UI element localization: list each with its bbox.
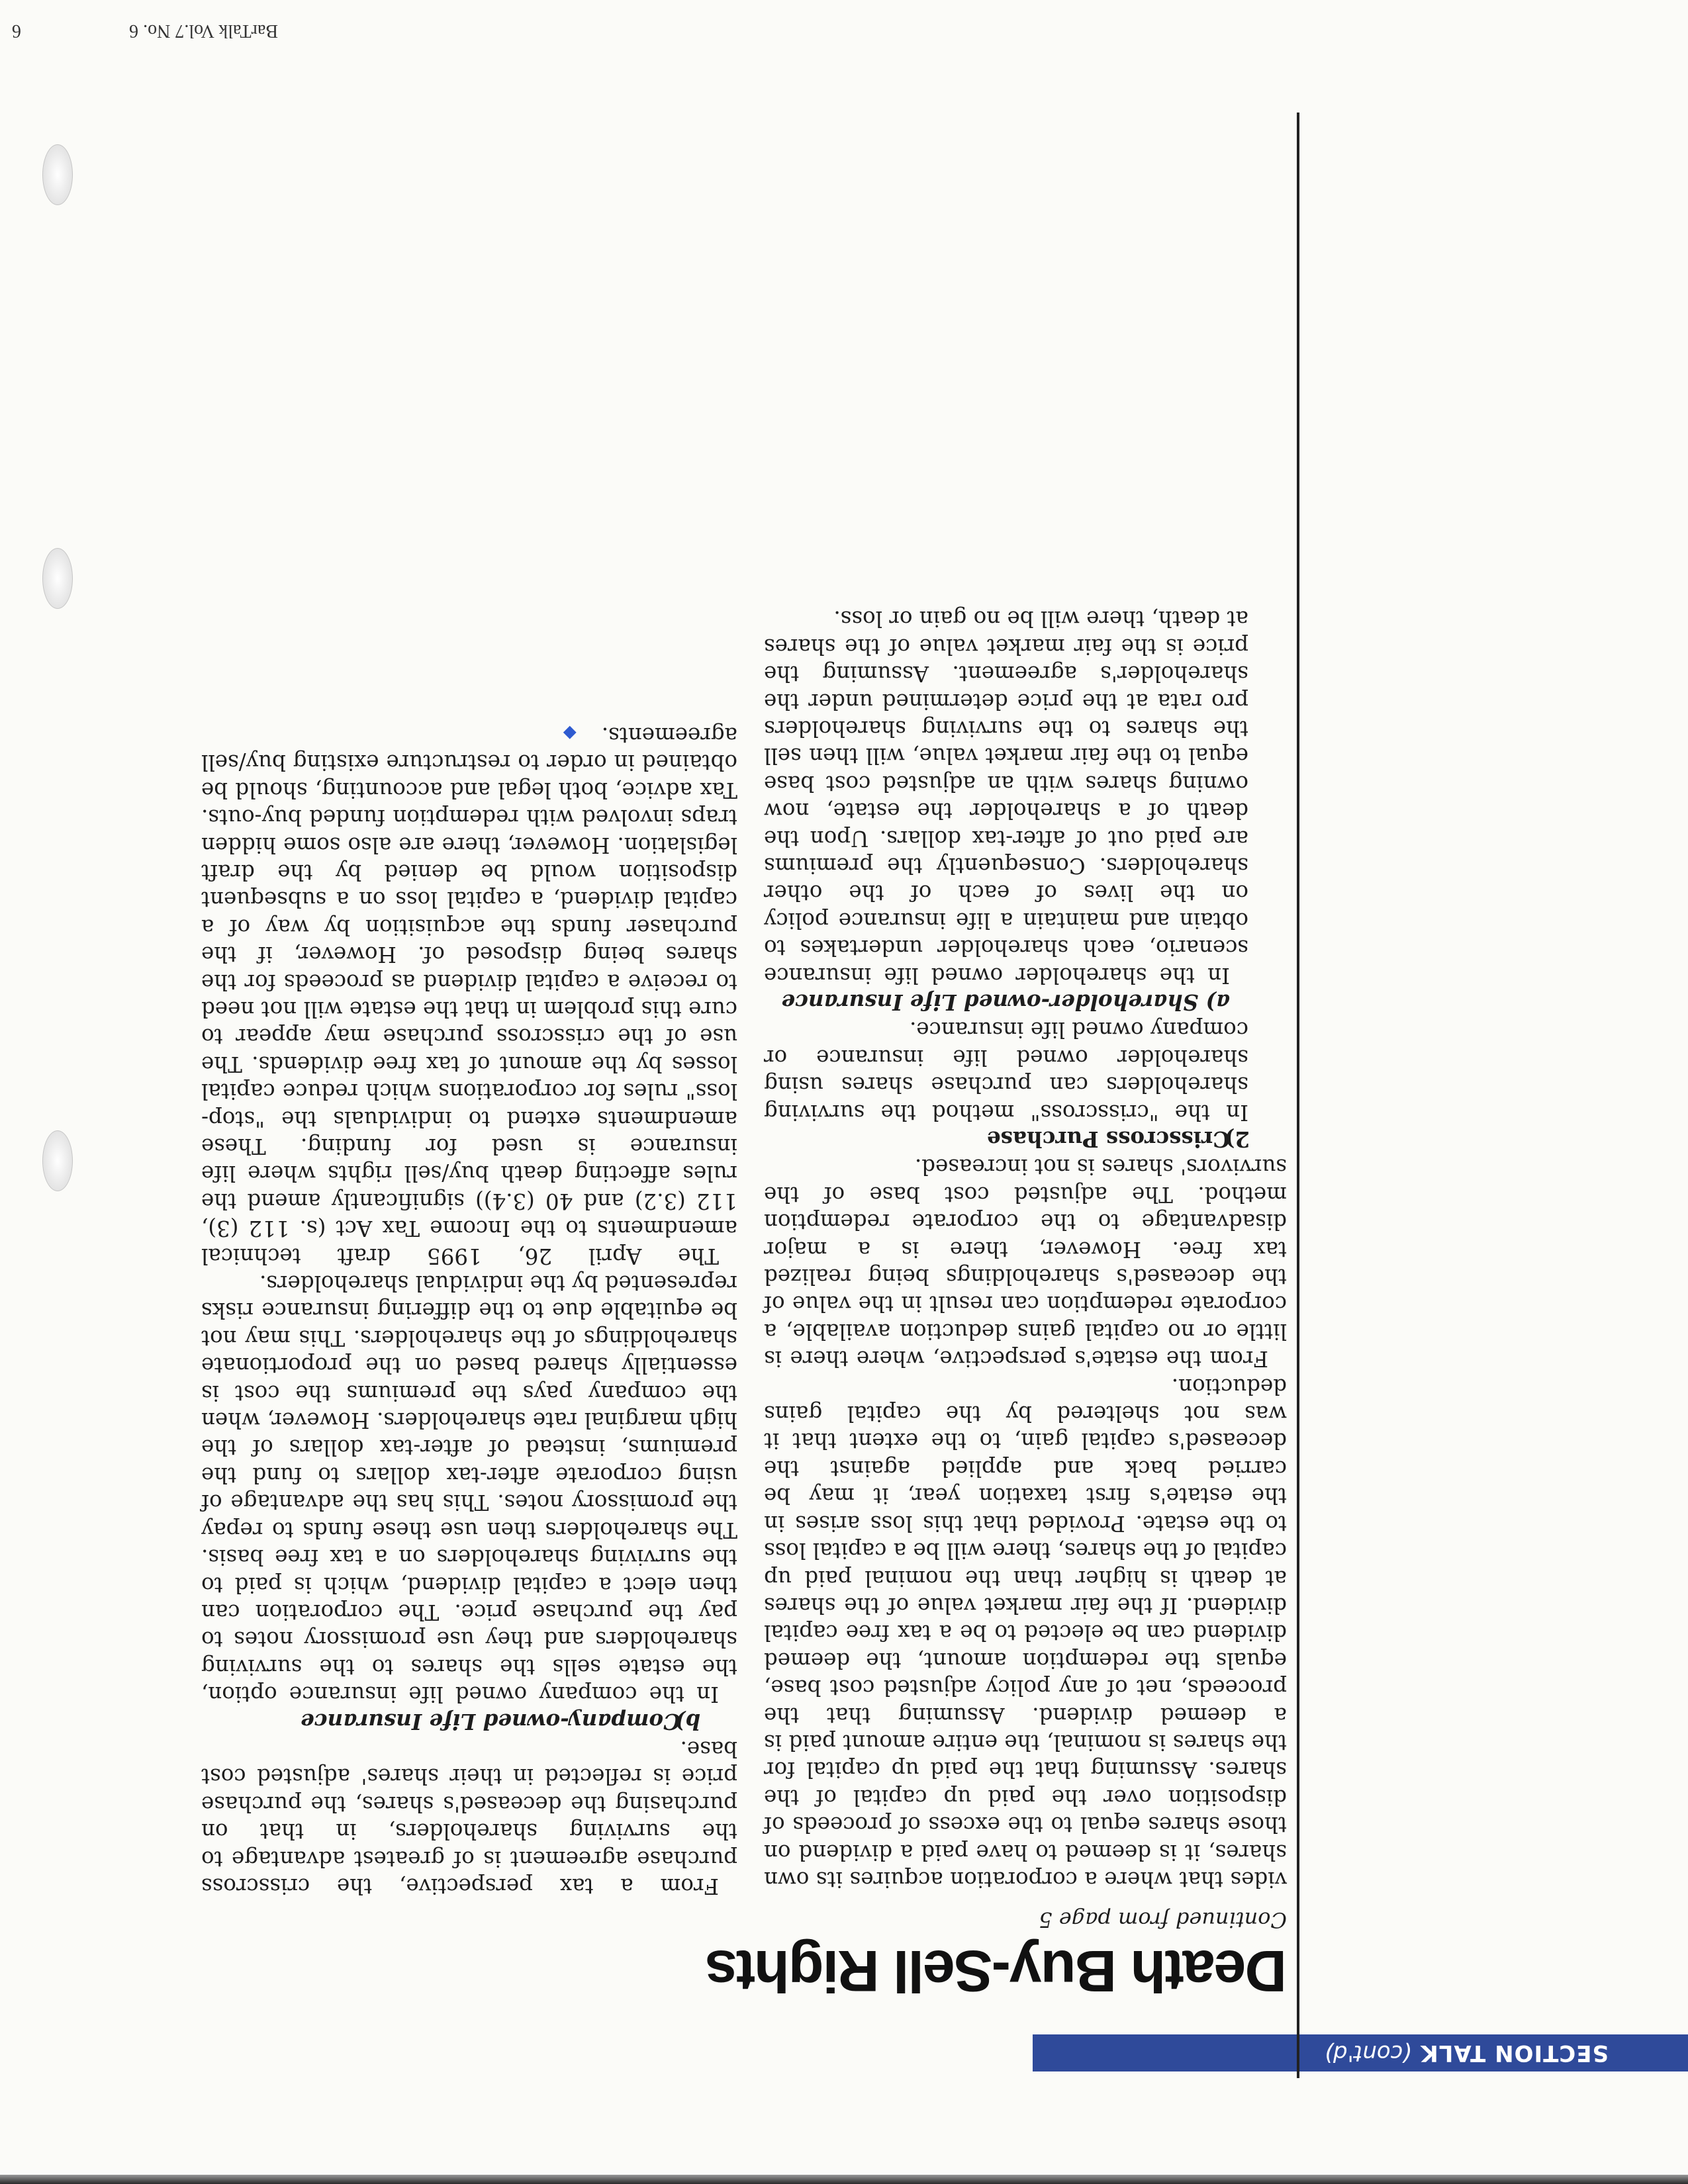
heading-number: b) xyxy=(675,1708,700,1735)
heading-number: 2) xyxy=(1225,1126,1250,1153)
section-name: SECTION TALK xyxy=(1420,2040,1609,2066)
paragraph: In the shareholder owned life insurance scenario, each shareholder undertakes to obtain and maintain a life insurance policy on the lives of each of the other shareholders. Consequently the premiums are paid out of after-tax dollars. Upon the death of a shareholder the estate, now owning shares with an adjusted cost base equal to the fair market value, will then sell the shares to the surviving shareholders pro rata at the price determined under the shareholder's agreement. Assuming the price is the fair market value of the shares at death, there will be no gain or loss. xyxy=(764,606,1248,988)
heading-number: a) xyxy=(1205,989,1230,1015)
scan-edge xyxy=(0,2175,1688,2184)
section-continued: (cont'd) xyxy=(1324,2040,1412,2066)
heading-text: Company-owned Life Insurance xyxy=(301,1708,680,1735)
paragraph: From the estate's perspective, where there is little or no capital gains deduction available, a corporate redemption can result in the value of the deceased's shareholdings being realized tax free. However, there is a major disadvantage to the corporate redemption method. The adjusted cost base of the survivors' shares is not increased. xyxy=(764,1154,1287,1372)
heading-text: Crisscross Purchase xyxy=(986,1126,1230,1153)
subheading-a xyxy=(764,989,1287,1016)
paragraph: From a tax perspective, the crisscross purchase agreement is of greatest advantage to the surviving shareholders, in that on purchasing the deceased's shares, the purchase price is reflected in their shares' adjusted cost base. xyxy=(201,1736,737,1899)
paragraph xyxy=(201,719,737,1269)
punch-hole xyxy=(42,144,73,205)
heading-text: Shareholder-owned Life Insurance xyxy=(781,989,1199,1015)
section-label xyxy=(1325,2040,1609,2066)
section-heading-2 xyxy=(764,1126,1287,1153)
publication-footer: BarTalk Vol.7 No. 6 xyxy=(129,21,278,41)
paragraph-text: The April 26, 1995 draft technical amendments to the Income Tax Act (s. 112 (3), 112 (3.2) and 40 (3.4)) significantly amend the rules affecting death buy/sell rights where life insurance is used for funding. These amendments extend to individuals the "stop-loss" rules for corporations which reduce capital losses by the amount of tax free dividends. The use of the crisscross purchase may appear to cure this problem in that the estate will not need to receive a capital dividend as proceeds for the shares being disposed of. However, if the purchaser funds the acquisition by way of a capital dividend, a capital loss on a subsequent disposition would be denied by the draft legislation. However, there are also some hidden traps involved with redemption funded buy-outs. Tax advice, both legal and accounting, should be obtained in order to restructure existing buy/sell agreements. xyxy=(201,722,737,1269)
text-column-2 xyxy=(201,719,737,1899)
continued-note: Continued from page 5 xyxy=(1039,1907,1287,1933)
paragraph: In the "crisscross" method the surviving shareholders can purchase shares using shareholder owned life insurance or company owned life insurance. xyxy=(764,1017,1248,1125)
text-column-1 xyxy=(764,605,1287,1893)
page-number: 6 xyxy=(12,21,21,41)
paragraph: In the company owned life insurance option, the estate sells the shares to the surviving shareholders and they use promissory notes to pay the purchase price. The corporation can then elect a capital dividend, which is paid to the surviving shareholders on a tax free basis. The shareholders then use these funds to repay the promissory notes. This has the advantage of using corporate after-tax dollars to fund the premiums, instead of after-tax dollars of the high marginal rate shareholders. However, when the company pays the premiums the cost is essentially shared based on the proportionate shareholdings of the shareholders. This may not be equitable due to the differing insurance risks represented by the individual shareholders. xyxy=(201,1271,737,1707)
column-rule xyxy=(1297,113,1299,2078)
subheading-b xyxy=(201,1707,737,1735)
punch-hole xyxy=(42,1130,73,1191)
article-title: Death Buy-Sell Rights xyxy=(706,1938,1287,2004)
punch-hole xyxy=(42,548,73,609)
end-of-article-icon: ◆ xyxy=(563,723,577,743)
section-header-bar xyxy=(1033,2034,1688,2071)
paragraph: vides that where a corporation acquires its own shares, it is deemed to have paid a dividend on those shares equal to the excess of proceeds of disposition over the paid up capital of the shares. Assuming that the paid up capital for the shares is nominal, the entire amount paid is a deemed dividend. Assuming that the proceeds, net of any policy adjusted cost base, equals the redemption amount, the deemed dividend can be elected to be a tax free capital dividend. If the fair market value of the shares at death is higher than the nominal paid up capital of the shares, there will be a capital loss to the estate. Provided that this loss arises in the estate's first taxation year, it may be carried back and applied against the deceased's capital gain, to the extent that it was not sheltered by the capital gains deduction. xyxy=(764,1373,1287,1892)
